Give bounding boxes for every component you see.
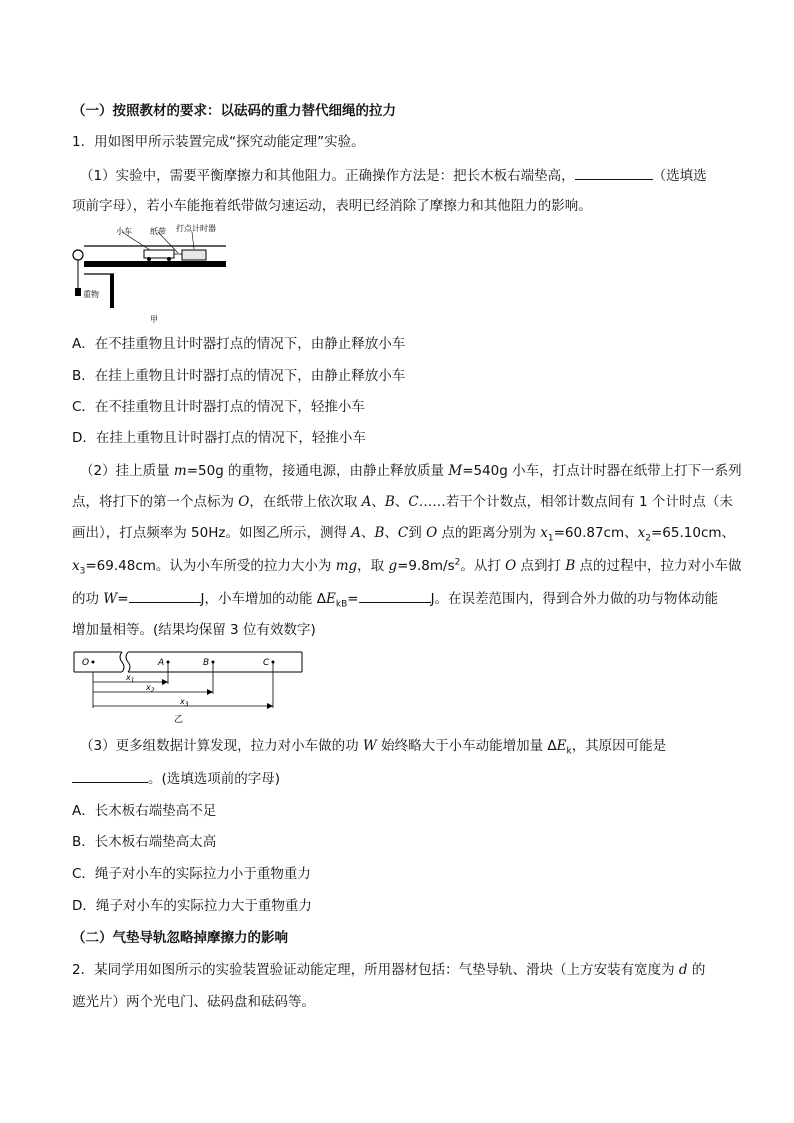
figure-caption-yi: 乙 (174, 715, 184, 725)
kinetic-energy-answer-blank[interactable] (359, 588, 431, 603)
label-weight: 重物 (83, 290, 99, 299)
question-2-line1: 2．某同学用如图所示的实验装置验证动能定理，所用器材包括：气垫导轨、滑块（上方安装有宽度为 d 的 (72, 962, 706, 978)
q1-part2-line6: 增加量相等。(结果均保留 3 位有效数字) (72, 622, 316, 638)
q1-part3-answer-blank[interactable] (72, 768, 148, 783)
figure-apparatus-jia (66, 220, 236, 328)
weight-icon (75, 288, 81, 296)
q1-part1-line2: 项前字母），若小车能拖着纸带做匀速运动，表明已经消除了摩擦力和其他阻力的影响。 (72, 198, 592, 214)
point-label-b: B (203, 658, 210, 668)
label-x1: $x_1$ (126, 673, 135, 684)
q1-part3-option-a[interactable]: A．长木板右端垫高不足 (72, 803, 217, 819)
figure-paper-tape-yi (70, 646, 310, 726)
cart-icon (144, 250, 174, 258)
q1-part2-line5: 的功 W= J，小车增加的动能 $\Delta E_{kB}= J$。在误差范围内，得到合外力做的功与物体动能 (72, 588, 732, 609)
label-x2: $x_2$ (146, 683, 155, 694)
q1-option-b[interactable]: B．在挂上重物且计时器打点的情况下，由静止释放小车 (72, 368, 406, 384)
question-1-stem: 1．用如图甲所示装置完成“探究动能定理”实验。 (72, 134, 365, 150)
q1-option-a[interactable]: A．在不挂重物且计时器打点的情况下，由静止释放小车 (72, 336, 406, 352)
q1-option-d[interactable]: D．在挂上重物且计时器打点的情况下，轻推小车 (72, 430, 366, 446)
point-label-c: C (263, 658, 270, 668)
q1-part3-line1: （3）更多组数据计算发现，拉力对小车做的功 W 始终略大于小车动能增加量 $\Delta E_k$，其原因可能是 (80, 738, 667, 757)
table-leg (110, 274, 114, 308)
point-label-a: A (158, 658, 165, 668)
q1-part3-option-b[interactable]: B．长木板右端垫高太高 (72, 834, 217, 850)
label-cart: 小车 (116, 227, 132, 236)
q1-part3-option-c[interactable]: C．绳子对小车的实际拉力小于重物重力 (72, 866, 311, 882)
q1-part2-line2: 点，将打下的第一个点标为 O，在纸带上依次取 A、B、C……若干个计数点，相邻计数点间有 1 个计时点（未 (72, 494, 733, 510)
q1-part1-answer-blank[interactable] (575, 165, 653, 180)
section-2-title: （二）气垫导轨忽略掉摩擦力的影响 (72, 930, 288, 946)
long-board (84, 261, 226, 267)
label-tape: 纸带 (150, 227, 166, 236)
q1-part3-line2: 。(选填选项前的字母) (72, 768, 732, 789)
q1-part1-text-b: （选填选 (652, 168, 707, 184)
q1-part3-option-d[interactable]: D．绳子对小车的实际拉力大于重物重力 (72, 898, 312, 914)
point-o (92, 661, 95, 664)
q1-part2-line1: （2）挂上质量 m=50g 的重物，接通电源，由静止释放质量 M=540g 小车，打点计时器在纸带上打下一系列 (80, 463, 742, 479)
pulley-icon (73, 250, 83, 260)
figure-caption-jia: 甲 (150, 315, 158, 324)
label-x3: $x_3$ (180, 697, 189, 708)
timer-icon (182, 250, 206, 260)
q1-part2-line3: 画出），打点频率为 50Hz。如图乙所示，测得 A、B、C到 O 点的距离分别为 $x_1=60.87cm$、$x_2=65.10cm$、 (72, 525, 736, 544)
label-timer: 打点计时器 (176, 224, 216, 233)
point-label-o: O (82, 658, 90, 668)
q1-part1-text-a: （1）实验中，需要平衡摩擦力和其他阻力。正确操作方法是：把长木板右端垫高， (80, 168, 575, 184)
q1-part1-line1 (80, 165, 740, 186)
q1-part2-line4: $x_3=69.48cm$。认为小车所受的拉力大小为 mg，取 $g=9.8m/s^2$。从打 O 点到打 B 点的过程中，拉力对小车做 (72, 557, 742, 577)
q1-option-c[interactable]: C．在不挂重物且计时器打点的情况下，轻推小车 (72, 399, 365, 415)
work-answer-blank[interactable] (129, 588, 201, 603)
question-2-line2: 遮光片）两个光电门、砝码盘和砝码等。 (72, 994, 315, 1010)
section-1-title: （一）按照教材的要求：以砝码的重力替代细绳的拉力 (72, 103, 396, 119)
